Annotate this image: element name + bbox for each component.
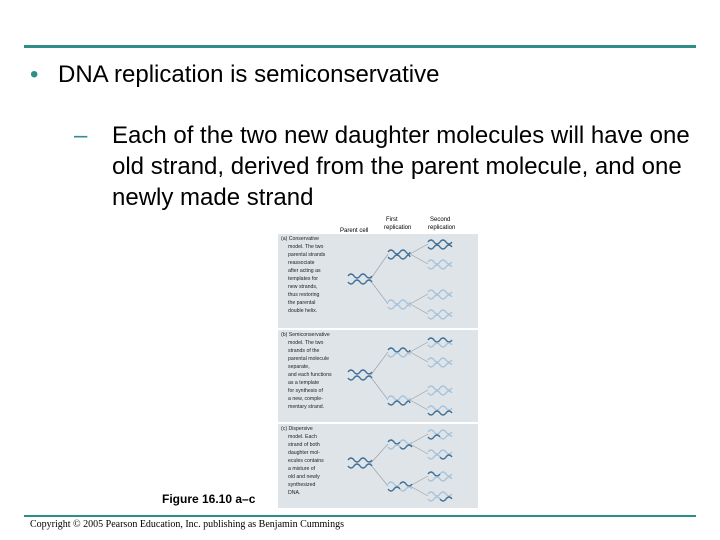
col-second-label-2: replication xyxy=(428,225,456,231)
replication-models-figure xyxy=(278,212,478,508)
col-first-label: First xyxy=(386,217,398,223)
panel-c-text: (c) Dispersive model. Each strand of both daughter mol- ecules contains a mixture of old and newly synthesized DNA. xyxy=(281,426,324,496)
col-first-label-2: replication xyxy=(384,225,412,231)
col-parent-label: Parent cell xyxy=(340,228,369,234)
sub-bullet xyxy=(74,120,694,213)
panel-b-text: (b) Semiconservative model. The two strands of the parental molecule separate, and each functions as a template for synthesis of a new, comple- mentary strand. xyxy=(281,332,332,410)
bullet-marker: • xyxy=(30,61,39,88)
main-bullet xyxy=(30,60,439,90)
bottom-divider xyxy=(24,515,696,517)
panel-a-text: (a) Conservative model. The two parental strands reassociate after acting as templates for new strands, thus restoring the parental double helix. xyxy=(281,236,326,314)
main-bullet-text: DNA replication is semiconservative xyxy=(58,61,440,88)
copyright-notice: Copyright © 2005 Pearson Education, Inc. publishing as Benjamin Cummings xyxy=(30,519,344,530)
top-divider xyxy=(24,45,696,48)
sub-bullet-text: Each of the two new daughter molecules will have one old strand, derived from the parent molecule, and one newly made strand xyxy=(112,122,690,211)
figure-caption: Figure 16.10 a–c xyxy=(162,492,256,506)
sub-bullet-marker: – xyxy=(74,122,88,149)
col-second-label: Second xyxy=(430,217,451,223)
figure-svg xyxy=(278,212,478,508)
